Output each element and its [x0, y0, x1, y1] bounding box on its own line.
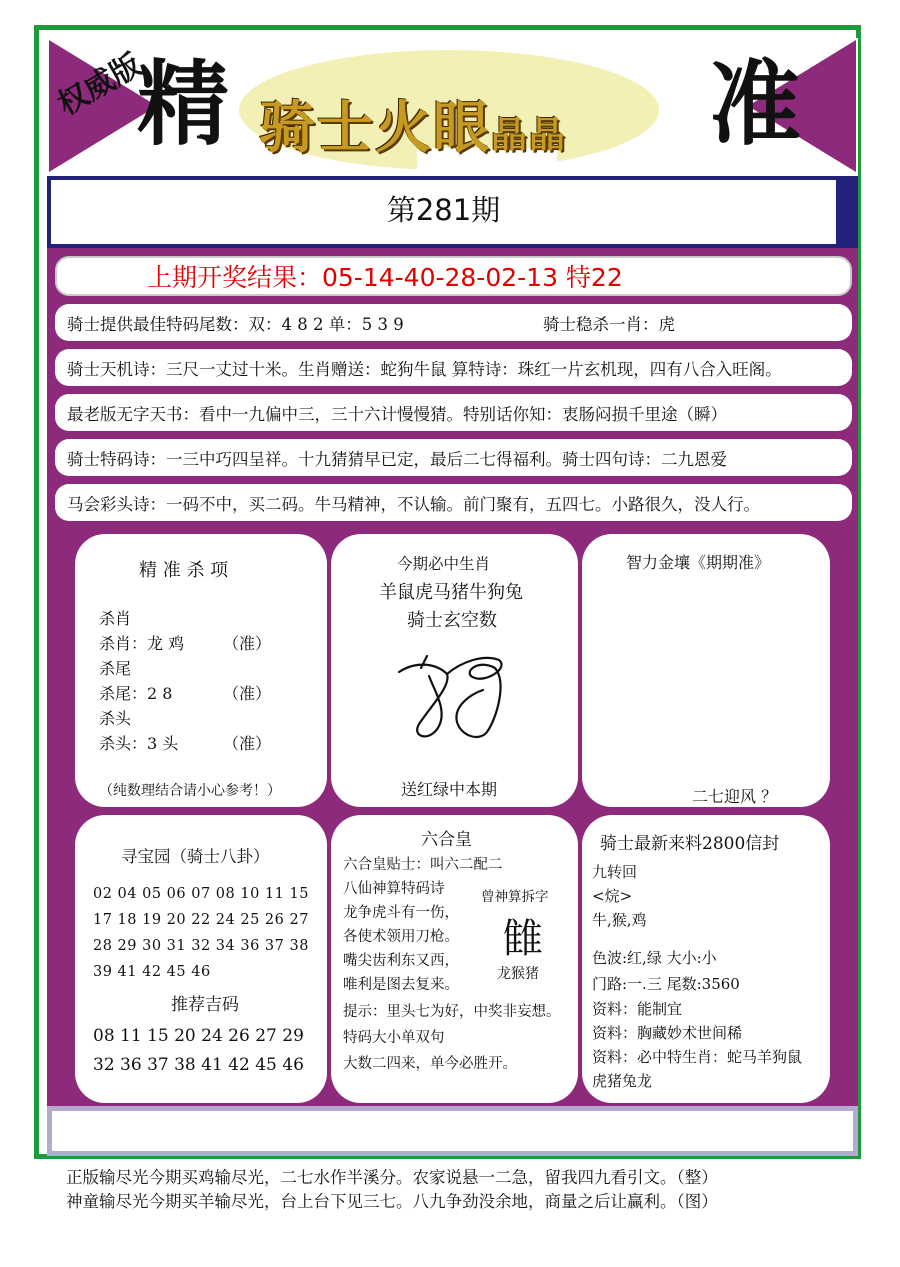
recommend-nums-1: 08 11 15 20 24 26 27 29 [93, 1026, 304, 1046]
last-result-text: 上期开奖结果：05-14-40-28-02-13 特22 [147, 263, 623, 292]
liuhe-line-2: 八仙神算特码诗 [343, 881, 445, 897]
big-char-right: 准 [709, 50, 802, 158]
kill-line-1: 杀肖 [99, 609, 132, 628]
bottom-poems [66, 1166, 718, 1214]
content-body [47, 248, 858, 1106]
recommend-title: 推荐吉码 [171, 995, 239, 1015]
liuhe-line-8: 特码大小单双句 [343, 1030, 445, 1046]
page-frame [34, 25, 861, 1159]
issue-bar [47, 176, 858, 248]
wisdom-footer: 二七迎风 ？ [692, 787, 778, 806]
liuhe-side-title: 曾神算拆字 [481, 889, 549, 905]
kill-zhun-2: （准） [223, 684, 272, 703]
liuhe-box [331, 815, 578, 1103]
brand-title [259, 84, 567, 164]
treasure-nums-4: 39 41 42 45 46 [93, 964, 211, 980]
zodiac-box [331, 534, 578, 807]
authority-badge: 权威版 [52, 47, 148, 123]
liuhe-line-3: 龙争虎斗有一伤， [343, 905, 459, 921]
latest-line-1: 九转回 [592, 863, 638, 881]
kill-line-3: 杀尾 [99, 659, 132, 678]
wisdom-title: 智力金壤《期期准》 [626, 553, 771, 572]
kill-title: 精 准 杀 项 [139, 560, 229, 581]
treasure-nums-2: 17 18 19 20 22 24 25 26 27 [93, 912, 309, 928]
liuhe-line-7: 提示：里头七为好，中奖非妄想。 [343, 1004, 561, 1020]
horse-poem-text: 马会彩头诗：一码不中，买二码。牛马精神，不认输。前门聚有，五四七。小路很久，没人行。 [67, 494, 760, 514]
footer-bar [47, 1106, 858, 1156]
liuhe-line-9: 大数二四来，单今必胜开。 [343, 1056, 517, 1072]
special-poem-row [55, 439, 852, 476]
latest-line-9: 虎猪兔龙 [592, 1072, 653, 1090]
latest-title: 骑士最新来料2800信封 [600, 834, 780, 854]
horse-poem-row [55, 484, 852, 521]
kill-note: （纯数理结合请小心参考！） [99, 783, 281, 799]
kill-line-2: 杀肖：龙 鸡 [99, 634, 185, 653]
latest-line-7: 资料：胸藏妙术世间稀 [592, 1024, 743, 1042]
liuhe-line-1: 六合皇贴士：叫六二配二 [343, 857, 503, 873]
kill-box [75, 534, 327, 807]
issue-number: 第281期 [386, 193, 501, 227]
tail-text: 骑士提供最佳特码尾数：双：4 8 2 单：5 3 9 [67, 314, 404, 334]
kill-line-6: 杀头：3 头 [99, 734, 179, 753]
brand-main: 骑士火眼 [259, 95, 491, 161]
kill-zhun-1: （准） [223, 634, 272, 653]
liuhe-big-char: 雔 [503, 916, 543, 962]
kill-one-text: 骑士稳杀一肖：虎 [543, 314, 675, 334]
special-poem-text: 骑士特码诗：一三中巧四呈祥。十九猜猜早已定，最后二七得福利。骑士四句诗：二九恩爱 [67, 449, 727, 469]
bottom-line-2: 神童输尽光今期买羊输尽光，台上台下见三七。八九争劲没余地，商量之后让赢利。（图） [66, 1192, 718, 1211]
latest-line-8: 资料：必中特生肖：蛇马羊狗鼠 [592, 1048, 803, 1066]
zodiac-subtitle: 骑士玄空数 [407, 610, 497, 631]
poem-row [55, 349, 852, 386]
latest-line-5: 门路:一.三 尾数:3560 [592, 975, 740, 993]
kill-zhun-3: （准） [223, 734, 272, 753]
header [47, 38, 858, 176]
kill-line-5: 杀头 [99, 709, 132, 728]
book-row [55, 394, 852, 431]
kill-line-4: 杀尾：2 8 [99, 684, 173, 703]
zodiac-footer: 送红绿中本期 [401, 780, 498, 799]
latest-line-4: 色波:红,绿 大小:小 [592, 949, 717, 967]
wisdom-box [582, 534, 830, 807]
zodiac-title: 今期必中生肖 [397, 555, 491, 573]
recommend-nums-2: 32 36 37 38 41 42 45 46 [93, 1055, 304, 1075]
treasure-box [75, 815, 327, 1103]
liuhe-side-foot: 龙猴猪 [497, 966, 539, 982]
liuhe-line-4: 各使术领用刀枪。 [343, 929, 459, 945]
liuhe-line-6: 唯利是图去复来。 [343, 977, 459, 993]
treasure-title: 寻宝园（骑士八卦） [121, 847, 270, 866]
latest-line-3: 牛,猴,鸡 [592, 911, 647, 929]
treasure-nums-1: 02 04 05 06 07 08 10 11 15 [93, 886, 309, 902]
poem-text: 骑士天机诗：三尺一丈过十米。生肖赠送：蛇狗牛鼠 算特诗：珠红一片玄机现，四有八合入旺阁。 [67, 359, 782, 379]
zodiac-animals: 羊鼠虎马猪牛狗兔 [379, 582, 523, 603]
book-text: 最老版无字天书：看中一九偏中三，三十六计慢慢猜。特别话你知：衷肠闷损千里途（瞬） [67, 404, 727, 424]
liuhe-line-5: 嘴尖齿利东又西， [343, 953, 459, 969]
signature-scribble [391, 646, 521, 746]
brand-small: 晶晶 [491, 114, 568, 156]
treasure-nums-3: 28 29 30 31 32 34 36 37 38 [93, 938, 309, 954]
last-result-row [55, 256, 852, 296]
latest-box [582, 815, 830, 1103]
liuhe-title: 六合皇 [421, 830, 472, 850]
big-char-left: 精 [137, 50, 230, 158]
tail-row [55, 304, 852, 341]
bottom-line-1: 正版输尽光今期买鸡输尽光，二七水作半溪分。农家说悬一二急，留我四九看引文。（整） [66, 1168, 718, 1187]
latest-line-6: 资料：能制宜 [592, 1000, 683, 1018]
latest-line-2: <烷> [592, 887, 633, 905]
